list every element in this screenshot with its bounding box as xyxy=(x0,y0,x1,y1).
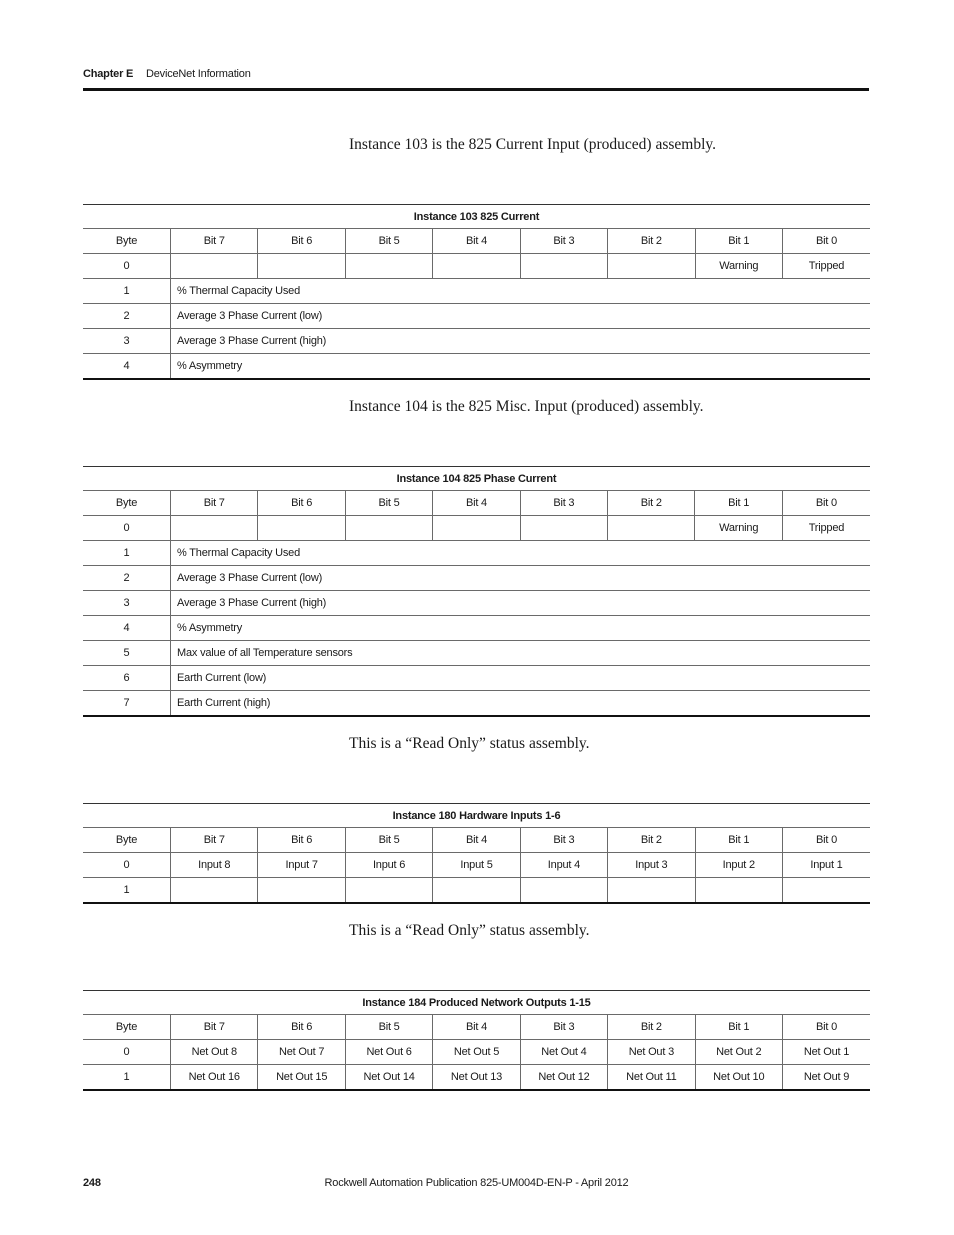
bit-cell xyxy=(171,516,258,541)
bit-cell xyxy=(258,254,345,279)
byte-cell: 4 xyxy=(83,616,171,641)
bit-cell: Input 7 xyxy=(258,853,345,878)
bit-cell: Net Out 1 xyxy=(782,1040,870,1065)
table-row xyxy=(83,878,870,904)
bit-cell: Input 3 xyxy=(608,853,695,878)
bit-cell: Tripped xyxy=(782,516,870,541)
bit-cell xyxy=(520,878,607,904)
bit-cell xyxy=(433,878,520,904)
byte-description: Earth Current (low) xyxy=(171,666,870,691)
table-row xyxy=(83,516,870,541)
bit-cell xyxy=(608,516,695,541)
byte-description: % Thermal Capacity Used xyxy=(171,541,870,566)
bit-cell: Net Out 2 xyxy=(695,1040,782,1065)
column-header: Bit 1 xyxy=(695,229,782,254)
bit-cell: Input 4 xyxy=(520,853,607,878)
column-header: Byte xyxy=(83,491,171,516)
bit-cell: Net Out 8 xyxy=(171,1040,258,1065)
page-header xyxy=(83,66,869,91)
byte-description: Average 3 Phase Current (low) xyxy=(171,304,870,329)
byte-cell: 0 xyxy=(83,1040,171,1065)
byte-cell: 2 xyxy=(83,304,171,329)
byte-description: % Thermal Capacity Used xyxy=(171,279,870,304)
bit-cell xyxy=(171,878,258,904)
table-row xyxy=(83,541,870,566)
byte-cell: 2 xyxy=(83,566,171,591)
table-row xyxy=(83,304,870,329)
column-header: Bit 7 xyxy=(171,491,258,516)
byte-cell: 0 xyxy=(83,853,171,878)
column-header: Bit 1 xyxy=(695,828,782,853)
byte-cell: 4 xyxy=(83,354,171,380)
byte-description: Max value of all Temperature sensors xyxy=(171,641,870,666)
bit-cell: Net Out 5 xyxy=(433,1040,520,1065)
table-caption: Instance 103 825 Current xyxy=(83,205,870,229)
byte-cell: 1 xyxy=(83,279,171,304)
bit-cell xyxy=(520,516,607,541)
bit-cell xyxy=(345,516,432,541)
byte-description: Average 3 Phase Current (low) xyxy=(171,566,870,591)
column-header: Bit 6 xyxy=(258,491,345,516)
bit-cell xyxy=(258,878,345,904)
column-header: Byte xyxy=(83,828,171,853)
bit-cell xyxy=(345,254,432,279)
byte-description: % Asymmetry xyxy=(171,354,870,380)
table-row xyxy=(83,853,870,878)
byte-description: Average 3 Phase Current (high) xyxy=(171,329,870,354)
section-intro: Instance 104 is the 825 Misc. Input (produced) assembly. xyxy=(349,398,704,415)
table-caption: Instance 104 825 Phase Current xyxy=(83,467,870,491)
assembly-table xyxy=(83,990,870,1091)
bit-cell: Input 2 xyxy=(695,853,782,878)
bit-cell xyxy=(520,254,607,279)
bit-cell xyxy=(782,878,870,904)
table-row xyxy=(83,691,870,717)
table-row xyxy=(83,591,870,616)
byte-description: Average 3 Phase Current (high) xyxy=(171,591,870,616)
section-intro: This is a “Read Only” status assembly. xyxy=(349,735,590,752)
bit-cell xyxy=(171,254,258,279)
column-header: Bit 1 xyxy=(695,1015,782,1040)
byte-description: Earth Current (high) xyxy=(171,691,870,717)
bit-cell: Net Out 7 xyxy=(258,1040,345,1065)
table-row xyxy=(83,1065,870,1091)
table-row xyxy=(83,641,870,666)
table-row xyxy=(83,666,870,691)
bit-cell: Net Out 12 xyxy=(520,1065,607,1091)
column-header: Bit 0 xyxy=(782,1015,870,1040)
bit-cell: Input 1 xyxy=(782,853,870,878)
column-header: Bit 2 xyxy=(608,229,695,254)
column-header: Bit 3 xyxy=(520,828,607,853)
section-title: DeviceNet Information xyxy=(146,68,251,80)
column-header: Bit 5 xyxy=(345,491,432,516)
column-header: Bit 3 xyxy=(520,491,607,516)
column-header: Bit 0 xyxy=(782,491,870,516)
column-header: Bit 5 xyxy=(345,1015,432,1040)
byte-cell: 5 xyxy=(83,641,171,666)
column-header: Byte xyxy=(83,1015,171,1040)
bit-cell: Net Out 9 xyxy=(782,1065,870,1091)
table-caption: Instance 184 Produced Network Outputs 1-15 xyxy=(83,991,870,1015)
bit-cell: Input 8 xyxy=(171,853,258,878)
column-header: Bit 7 xyxy=(171,828,258,853)
bit-cell: Net Out 6 xyxy=(345,1040,432,1065)
bit-cell xyxy=(608,254,695,279)
byte-cell: 0 xyxy=(83,254,171,279)
column-header: Bit 6 xyxy=(258,1015,345,1040)
column-header: Bit 4 xyxy=(433,229,520,254)
bit-cell: Net Out 15 xyxy=(258,1065,345,1091)
bit-cell: Warning xyxy=(695,516,782,541)
byte-cell: 1 xyxy=(83,541,171,566)
table-header-row xyxy=(83,828,870,853)
column-header: Bit 1 xyxy=(695,491,782,516)
bit-cell: Input 5 xyxy=(433,853,520,878)
column-header: Bit 3 xyxy=(520,1015,607,1040)
page-number: 248 xyxy=(83,1177,101,1189)
assembly-table xyxy=(83,204,870,380)
column-header: Bit 7 xyxy=(171,229,258,254)
table-header-row xyxy=(83,491,870,516)
column-header: Byte xyxy=(83,229,171,254)
table-row xyxy=(83,1040,870,1065)
assembly-table xyxy=(83,466,870,717)
column-header: Bit 7 xyxy=(171,1015,258,1040)
column-header: Bit 4 xyxy=(433,491,520,516)
column-header: Bit 5 xyxy=(345,828,432,853)
table-caption: Instance 180 Hardware Inputs 1-6 xyxy=(83,804,870,828)
column-header: Bit 3 xyxy=(520,229,607,254)
table-header-row xyxy=(83,229,870,254)
column-header: Bit 4 xyxy=(433,1015,520,1040)
table-row xyxy=(83,616,870,641)
column-header: Bit 5 xyxy=(345,229,432,254)
bit-cell: Net Out 10 xyxy=(695,1065,782,1091)
bit-cell xyxy=(433,254,520,279)
bit-cell xyxy=(695,878,782,904)
column-header: Bit 0 xyxy=(782,828,870,853)
byte-cell: 1 xyxy=(83,1065,171,1091)
column-header: Bit 0 xyxy=(782,229,870,254)
table-row xyxy=(83,279,870,304)
bit-cell: Net Out 16 xyxy=(171,1065,258,1091)
publication-info: Rockwell Automation Publication 825-UM004D-EN-P - April 2012 xyxy=(324,1177,629,1189)
byte-cell: 0 xyxy=(83,516,171,541)
table-row xyxy=(83,354,870,380)
column-header: Bit 2 xyxy=(608,828,695,853)
byte-cell: 6 xyxy=(83,666,171,691)
column-header: Bit 6 xyxy=(258,828,345,853)
chapter-label: Chapter E xyxy=(83,68,134,80)
bit-cell: Tripped xyxy=(782,254,870,279)
bit-cell: Net Out 3 xyxy=(608,1040,695,1065)
section-intro: This is a “Read Only” status assembly. xyxy=(349,922,590,939)
bit-cell xyxy=(258,516,345,541)
bit-cell: Net Out 13 xyxy=(433,1065,520,1091)
column-header: Bit 6 xyxy=(258,229,345,254)
table-header-row xyxy=(83,1015,870,1040)
column-header: Bit 2 xyxy=(608,1015,695,1040)
bit-cell xyxy=(433,516,520,541)
assembly-table xyxy=(83,803,870,904)
byte-cell: 3 xyxy=(83,329,171,354)
bit-cell xyxy=(345,878,432,904)
bit-cell: Input 6 xyxy=(345,853,432,878)
bit-cell xyxy=(608,878,695,904)
column-header: Bit 2 xyxy=(608,491,695,516)
bit-cell: Net Out 11 xyxy=(608,1065,695,1091)
bit-cell: Net Out 4 xyxy=(520,1040,607,1065)
table-row xyxy=(83,329,870,354)
column-header: Bit 4 xyxy=(433,828,520,853)
section-intro: Instance 103 is the 825 Current Input (produced) assembly. xyxy=(349,136,717,153)
bit-cell: Warning xyxy=(695,254,782,279)
bit-cell: Net Out 14 xyxy=(345,1065,432,1091)
byte-description: % Asymmetry xyxy=(171,616,870,641)
byte-cell: 7 xyxy=(83,691,171,717)
table-row xyxy=(83,566,870,591)
table-row xyxy=(83,254,870,279)
byte-cell: 1 xyxy=(83,878,171,904)
byte-cell: 3 xyxy=(83,591,171,616)
